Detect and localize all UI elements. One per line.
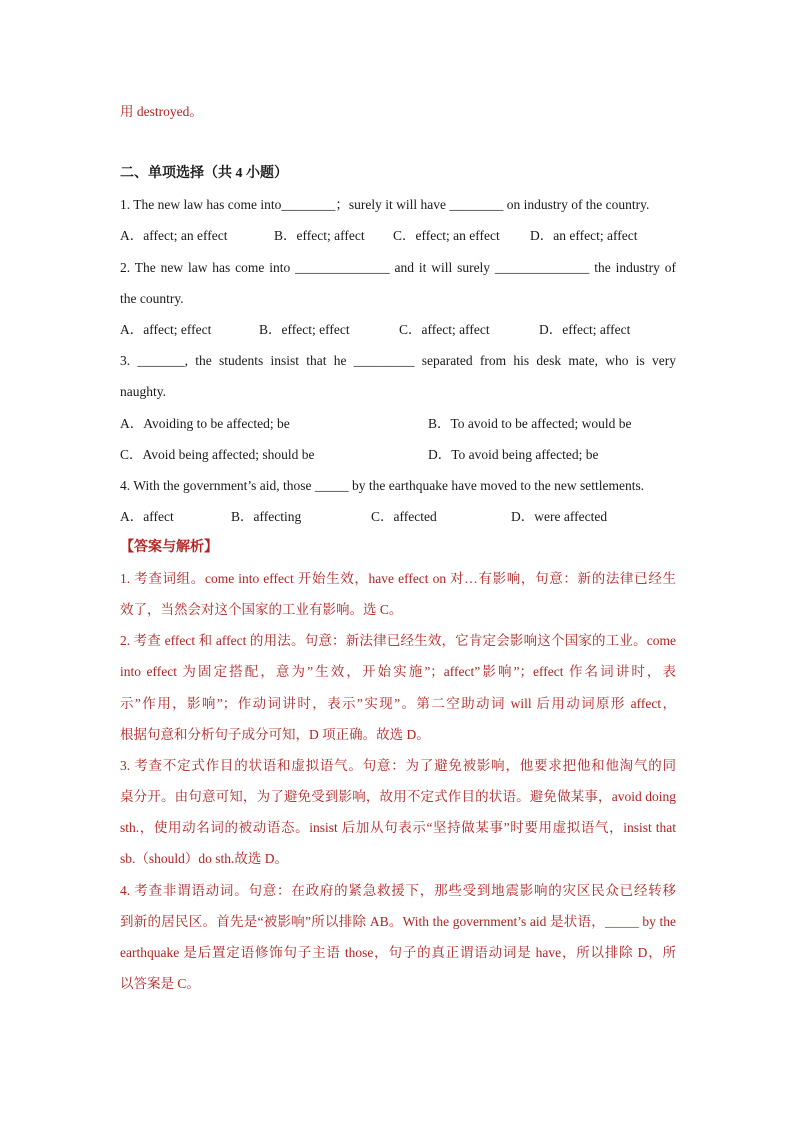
- answer-heading: 【答案与解析】: [120, 540, 218, 555]
- option-c: C．affect; affect: [399, 322, 490, 337]
- option-d: D．effect; affect: [539, 322, 631, 337]
- answer-line: 桌分开。由句意可知，为了避免受到影响，故用不定式作目的状语。避免做某事，avoid doing: [120, 789, 676, 804]
- option-a: A．affect; an effect: [120, 228, 228, 243]
- continuation-text: 用 destroyed。: [120, 104, 203, 119]
- option-c: C．Avoid being affected; should be: [120, 447, 315, 462]
- answer-line: 1. 考查词组。come into effect 开始生效，have effect on 对…有影响，句意：新的法律已经生: [120, 571, 676, 586]
- question-2-stem-line-1: 2. The new law has come into ______________ and it will surely ______________ the industry of: [120, 260, 676, 275]
- question-2-stem-line-2: the country.: [120, 291, 184, 306]
- answer-line: 以答案是 C。: [120, 976, 200, 991]
- answer-line: earthquake 是后置定语修饰句子主语 those，句子的真正谓语动词是 have，所以排除 D，所: [120, 945, 676, 960]
- section-heading: 二、单项选择（共 4 小题）: [120, 166, 288, 181]
- option-d: D．were affected: [511, 509, 608, 524]
- option-d: D．To avoid being affected; be: [428, 447, 599, 462]
- option-b: B．To avoid to be affected; would be: [428, 416, 632, 431]
- option-d: D．an effect; affect: [530, 228, 638, 243]
- answer-line: 效了，当然会对这个国家的工业有影响。选 C。: [120, 602, 403, 617]
- option-a: A．Avoiding to be affected; be: [120, 416, 290, 431]
- question-3-options-row-2: [120, 445, 676, 465]
- option-a: A．affect; effect: [120, 322, 212, 337]
- answer-line: into effect 为固定搭配，意为”生效，开始实施”；affect”影响”；effect 作名词讲时，表: [120, 664, 676, 679]
- option-a: A．affect: [120, 509, 174, 524]
- option-b: B．effect; effect: [259, 322, 350, 337]
- question-2-options: [120, 320, 676, 340]
- question-3-options-row-1: [120, 414, 676, 434]
- question-3-stem-line-1: 3. _______, the students insist that he _________ separated from his desk mate, who is very: [120, 353, 676, 368]
- option-c: C．affected: [371, 509, 437, 524]
- answer-line: 根据句意和分析句子成分可知，D 项正确。故选 D。: [120, 727, 430, 742]
- answer-line: sth.，使用动名词的被动语态。insist 后加从句表示“坚持做某事”时要用虚拟语气，insist that: [120, 820, 676, 835]
- answer-line: 2. 考查 effect 和 affect 的用法。句意：新法律已经生效，它肯定会影响这个国家的工业。come: [120, 633, 676, 648]
- answer-line: 3. 考查不定式作目的状语和虚拟语气。句意：为了避免被影响，他要求把他和他淘气的同: [120, 758, 676, 773]
- question-3-stem-line-2: naughty.: [120, 384, 166, 399]
- option-b: B．effect; affect: [274, 228, 365, 243]
- question-4-stem: 4. With the government’s aid, those _____ by the earthquake have moved to the new settlements.: [120, 478, 645, 493]
- answer-line: 到新的居民区。首先是“被影响”所以排除 AB。With the government’s aid 是状语，_____ by the: [120, 914, 676, 929]
- question-1-options: [120, 226, 676, 246]
- question-1-stem: 1. The new law has come into________；surely it will have ________ on industry of the country.: [120, 197, 650, 212]
- option-b: B．affecting: [231, 509, 302, 524]
- answer-line: 4. 考查非谓语动词。句意：在政府的紧急救援下，那些受到地震影响的灾区民众已经转移: [120, 883, 676, 898]
- question-4-options: [120, 507, 676, 527]
- answer-line: sb.（should）do sth.故选 D。: [120, 851, 289, 866]
- option-c: C．effect; an effect: [393, 228, 500, 243]
- answer-line: 示”作用，影响”；作动词讲时，表示”实现”。第二空助动词 will 后用动词原形 affect，: [120, 696, 676, 711]
